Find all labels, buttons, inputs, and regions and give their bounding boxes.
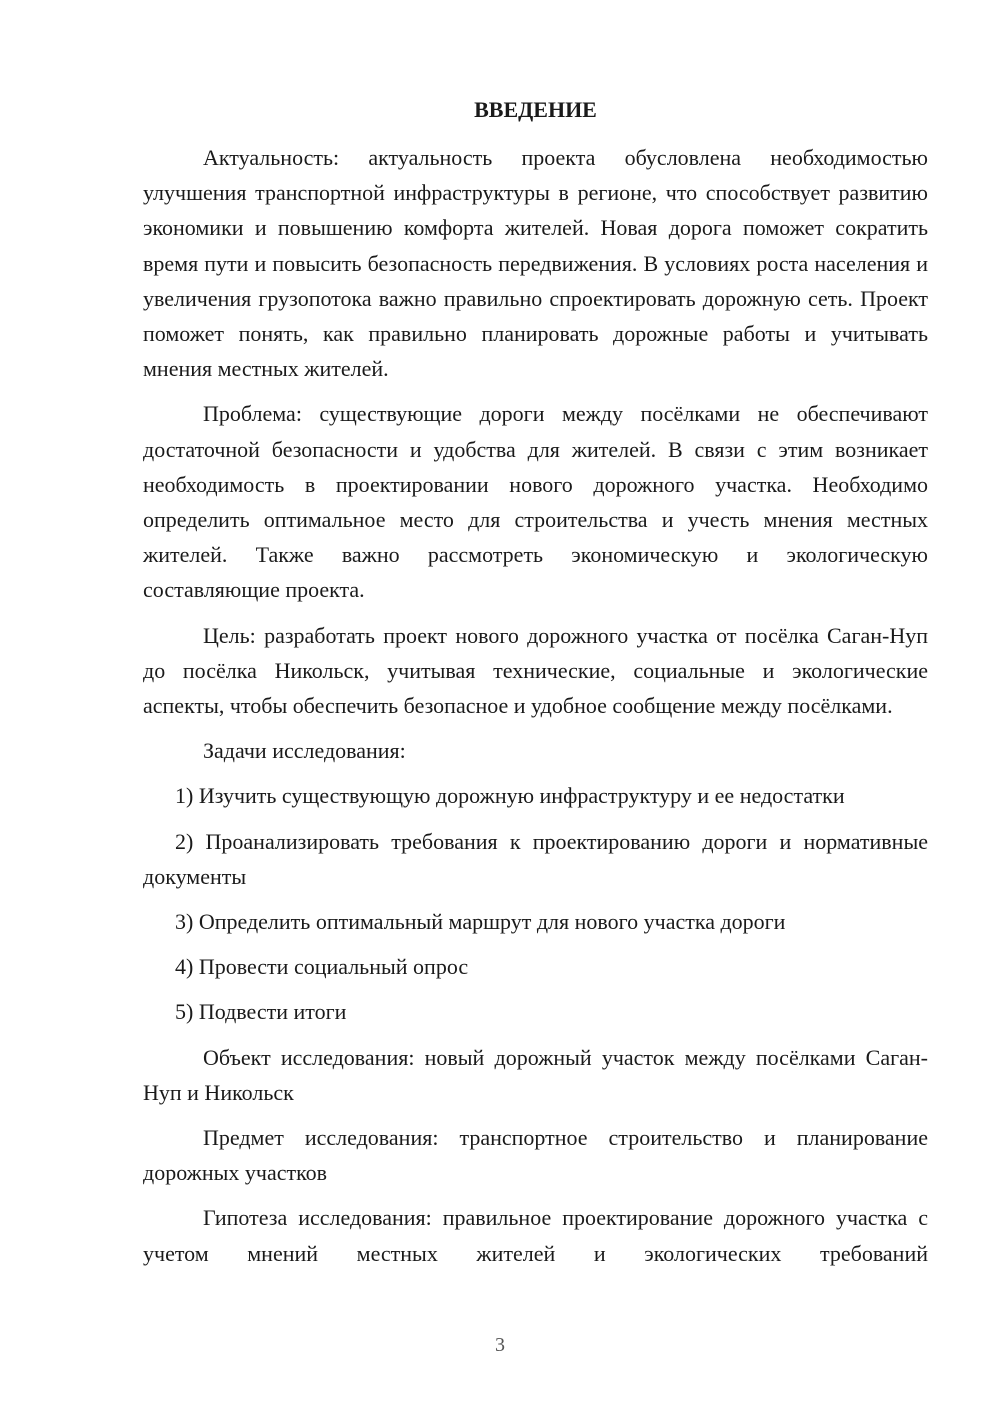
page-title: ВВЕДЕНИЕ: [474, 97, 597, 122]
goal-paragraph: Цель: разработать проект нового дорожного участка от посёлка Саган-Нуп до посёлка Никольск, учитывая технические, социальные и экологические аспекты, чтобы обеспечить безопасное и удобное сообщение между посёлками.: [143, 622, 928, 719]
relevance-paragraph: Актуальность: актуальность проекта обусловлена необходимостью улучшения транспортной инфраструктуры в регионе, что способствует развитию экономики и повышению комфорта жителей. Новая дорога поможет сократить время пути и повысить безопасность передвижения. В условиях роста населения и увеличения грузопотока важно правильно спроектировать дорожную сеть. Проект поможет понять, как правильно планировать дорожные работы и учитывать мнения местных жителей.: [143, 145, 928, 382]
task-item: 5) Подвести итоги: [175, 999, 347, 1025]
problem-paragraph: Проблема: существующие дороги между посёлками не обеспечивают достаточной безопасности и удобства для жителей. В связи с этим возникает необходимость в проектировании нового дорожного участка. Необходимо определить оптимальное место для строительства и учесть мнения местных жителей. Также важно рассмотреть экономическую и экологическую составляющие проекта.: [143, 401, 928, 603]
task-item: 4) Провести социальный опрос: [175, 954, 469, 980]
hypothesis-paragraph: Гипотеза исследования: правильное проектирование дорожного участка с учетом мнений местных жителей и экологических требований: [143, 1205, 928, 1266]
page-number: 3: [495, 1334, 505, 1356]
document-page: [143, 94, 928, 1271]
task-item: 1) Изучить существующую дорожную инфраструктуру и ее недостатки: [175, 783, 845, 809]
object-paragraph: Объект исследования: новый дорожный участок между посёлками Саган-Нуп и Никольск: [143, 1044, 928, 1105]
task-item: 3) Определить оптимальный маршрут для нового участка дороги: [175, 909, 786, 935]
task-item: 2) Проанализировать требования к проектированию дороги и нормативные документы: [143, 828, 928, 889]
tasks-heading: Задачи исследования:: [203, 738, 406, 764]
subject-paragraph: Предмет исследования: транспортное строительство и планирование дорожных участков: [143, 1125, 928, 1186]
